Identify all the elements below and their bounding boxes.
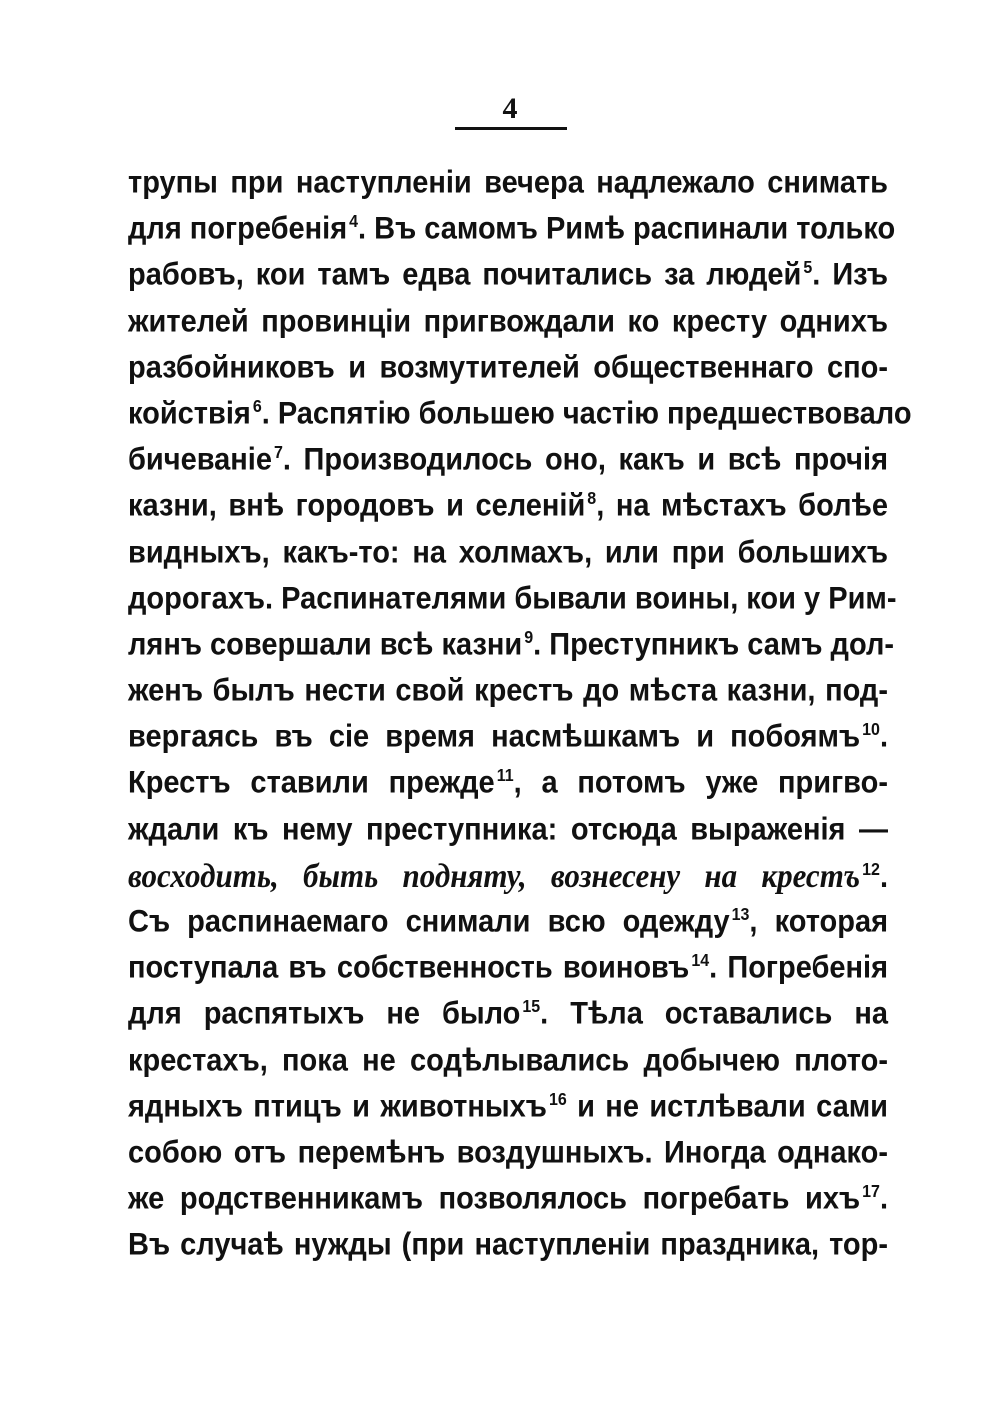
- page-number-rule: [455, 127, 567, 130]
- text-segment: . Производилось оно, какъ и всѣ прочія: [282, 442, 888, 478]
- text-line: [128, 1082, 888, 1132]
- text-line: [128, 943, 888, 993]
- text-line: [128, 1036, 888, 1086]
- footnote-marker: 16: [548, 1090, 567, 1109]
- body-text: [128, 160, 912, 1269]
- text-segment: вергаясь въ сіе время насмѣшкамъ и побоямъ: [128, 719, 861, 755]
- text-segment: рабовъ, кои тамъ едва почитались за людей: [128, 258, 802, 293]
- text-segment: лянъ совершали всѣ казни: [128, 627, 523, 663]
- text-segment: видныхъ, какъ-то: на холмахъ, или при большихъ: [128, 535, 888, 570]
- footnote-marker: 12: [862, 860, 880, 880]
- text-line: [128, 620, 895, 670]
- text-line: [128, 204, 896, 254]
- text-line: [128, 574, 897, 624]
- text-line: [128, 851, 888, 901]
- text-segment: . Тѣла оставались на: [540, 997, 888, 1032]
- text-segment: разбойниковъ и возмутителей общественнаго спо-: [128, 350, 888, 386]
- text-line: [128, 481, 888, 531]
- text-line: [128, 897, 888, 947]
- text-segment: .: [879, 1181, 888, 1217]
- text-line: [128, 389, 912, 439]
- text-line: [128, 251, 888, 301]
- text-segment: . Погребенія: [709, 950, 888, 986]
- text-line: [128, 1128, 888, 1178]
- text-segment: трупы при наступленіи вечера надлежало снимать: [128, 165, 888, 201]
- text-segment: .: [879, 719, 888, 755]
- text-segment: жителей провинціи пригвождали ко кресту однихъ: [128, 304, 888, 339]
- page-number: 4: [502, 92, 518, 125]
- text-line: [128, 990, 888, 1040]
- footnote-marker: 15: [522, 998, 541, 1017]
- text-segment: Съ распинаемаго снимали всю одежду: [128, 904, 730, 940]
- text-segment: ядныхъ птицъ и животныхъ: [128, 1089, 547, 1125]
- footnote-marker: 6: [252, 397, 262, 417]
- text-segment: . Изъ: [812, 258, 888, 293]
- text-line: [128, 435, 888, 485]
- text-segment: . Преступникъ самъ дол-: [533, 627, 895, 663]
- text-segment: женъ былъ нести свой крестъ до мѣста казни, под-: [128, 673, 888, 709]
- footnote-marker: 8: [587, 490, 597, 509]
- text-segment: , на мѣстахъ болѣе: [596, 489, 888, 524]
- text-segment: крестахъ, пока не содѣлывались добычею плото-: [128, 1043, 888, 1078]
- text-line: [128, 158, 888, 208]
- footnote-marker: 10: [862, 721, 880, 740]
- text-segment: и не истлѣвали сами: [566, 1089, 888, 1125]
- italic-text: восходить, быть подняту, вознесену на крестъ: [128, 856, 861, 895]
- text-segment: Крестъ ставили прежде: [128, 766, 495, 801]
- text-segment: бичеваніе: [128, 442, 272, 478]
- text-segment: . Въ самомъ Римѣ распинали только: [358, 211, 896, 247]
- footnote-marker: 14: [691, 951, 710, 971]
- text-line: [128, 1174, 888, 1224]
- text-line: [128, 297, 888, 347]
- text-segment: Въ случаѣ нужды (при наступленіи праздника, тор-: [128, 1228, 888, 1263]
- text-segment: , а потомъ уже пригво-: [513, 766, 888, 801]
- text-segment: койствія: [128, 396, 251, 432]
- text-segment: же родственникамъ позволялось погребать ихъ: [128, 1181, 861, 1217]
- text-line: [128, 712, 888, 762]
- footnote-marker: 5: [803, 259, 813, 278]
- text-line: [128, 666, 888, 716]
- text-segment: . Распятію большею частію предшествовало: [261, 396, 912, 432]
- text-line: [128, 528, 888, 578]
- footnote-marker: 13: [731, 905, 750, 925]
- text-line: [128, 343, 888, 393]
- text-line: [128, 759, 888, 809]
- text-segment: дорогахъ. Распинателями бывали воины, кои у Рим-: [128, 581, 897, 616]
- text-line: [128, 805, 888, 855]
- text-segment: для распятыхъ не было: [128, 997, 521, 1032]
- text-segment: казни, внѣ городовъ и селеній: [128, 489, 586, 524]
- text-segment: собою отъ перемѣнъ воздушныхъ. Иногда однако-: [128, 1135, 888, 1171]
- text-segment: .: [879, 859, 888, 895]
- text-line: [128, 1220, 888, 1270]
- footnote-marker: 17: [862, 1182, 880, 1202]
- footnote-marker: 9: [524, 628, 534, 648]
- text-segment: для погребенія: [128, 211, 348, 247]
- text-segment: ждали къ нему преступника: отсюда выраженія —: [128, 812, 888, 847]
- footnote-marker: 7: [273, 443, 283, 463]
- text-segment: , которая: [749, 904, 888, 940]
- footnote-marker: 11: [496, 767, 514, 786]
- text-segment: поступала въ собственность воиновъ: [128, 950, 690, 986]
- footnote-marker: 4: [349, 212, 359, 232]
